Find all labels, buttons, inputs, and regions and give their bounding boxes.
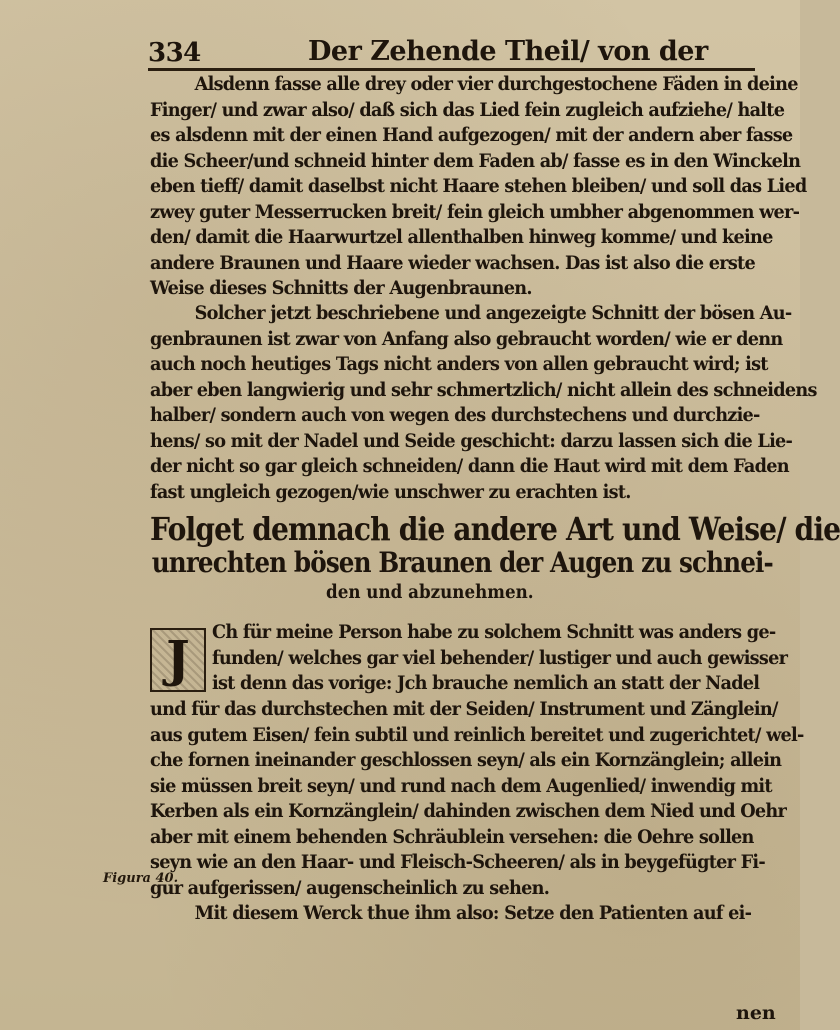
text-line: der nicht so gar gleich schneiden/ dann die Haut wird mit dem Faden	[150, 455, 789, 477]
text-line: Alsdenn fasse alle drey oder vier durchgestochene Fäden in deine	[194, 73, 798, 95]
paragraph-4	[150, 901, 762, 927]
heading-line: den und abzunehmen.	[326, 581, 534, 603]
text-line: gur aufgerissen/ augenscheinlich zu sehen.	[150, 876, 550, 899]
running-head: Der Zehende Theil/ von der	[308, 36, 708, 67]
text-line: genbraunen ist zwar von Anfang also gebraucht worden/ wie er denn	[150, 327, 783, 350]
heading-line: Folget demnach die andere Art und Weise/ die	[150, 510, 840, 548]
catchword: nen	[736, 1002, 776, 1024]
text-line: aber eben langwierig und sehr schmertzlich/ nicht allein des schneidens	[150, 378, 817, 401]
text-line: zwey guter Messerrucken breit/ fein gleich umbher abgenommen wer-	[150, 200, 800, 223]
paragraph-3	[150, 697, 804, 901]
text-line: es alsdenn mit der einen Hand aufgezogen/ mit der andern aber fasse	[150, 124, 793, 146]
paragraph-3-initial-lines	[212, 620, 788, 697]
text-line: fast ungleich gezogen/wie unschwer zu erachten ist.	[150, 480, 631, 503]
section-heading	[150, 510, 840, 604]
text-line: und für das durchstechen mit der Seiden/ Instrument und Zänglein/	[150, 698, 778, 720]
text-line: halber/ sondern auch von wegen des durchstechens und durchzie-	[150, 404, 760, 426]
text-line: Mit diesem Werck thue ihm also: Setze den Patienten auf ei-	[194, 902, 752, 924]
text-line: funden/ welches gar viel behender/ lustiger und auch gewisser	[212, 646, 788, 669]
margin-note: Figura 40.	[103, 871, 179, 886]
header-rule	[148, 68, 755, 71]
heading-line: unrechten bösen Braunen der Augen zu schnei-	[151, 546, 773, 579]
text-line: die Scheer/und schneid hinter dem Faden ab/ fasse es in den Winckeln	[150, 149, 801, 172]
text-line: Kerben als ein Kornzänglein/ dahinden zwischen dem Nied und Oehr	[150, 800, 787, 822]
page-header	[148, 34, 758, 68]
text-line: aus gutem Eisen/ fein subtil und reinlich bereitet und zugerichtet/ wel-	[150, 723, 804, 746]
text-line: che fornen ineinander geschlossen seyn/ als ein Kornzänglein; allein	[150, 749, 782, 771]
text-line: Solcher jetzt beschriebene und angezeigte Schnitt der bösen Au-	[194, 302, 792, 324]
text-line: Ch für meine Person habe zu solchem Schnitt was anders ge-	[212, 621, 776, 643]
text-line: ist denn das vorige: Jch brauche nemlich an statt der Nadel	[212, 672, 760, 694]
text-line: aber mit einem behenden Schräublein versehen: die Oehre sollen	[150, 825, 754, 848]
text-line: hens/ so mit der Nadel und Seide geschicht: darzu lassen sich die Lie-	[150, 429, 793, 452]
text-line: seyn wie an den Haar- und Fleisch-Scheeren/ als in beygefügter Fi-	[150, 851, 765, 873]
text-line: Weise dieses Schnitts der Augenbraunen.	[150, 277, 532, 299]
paragraph-2	[150, 301, 817, 505]
text-line: andere Braunen und Haare wieder wachsen. Das ist also die erste	[150, 251, 755, 274]
text-line: auch noch heutiges Tags nicht anders von allen gebraucht wird; ist	[150, 353, 768, 375]
paragraph-1	[150, 72, 807, 302]
text-line: Finger/ und zwar also/ daß sich das Lied fein zugleich aufziehe/ halte	[150, 98, 785, 121]
text-line: sie müssen breit seyn/ und rund nach dem Augenlied/ inwendig mit	[150, 774, 772, 797]
text-line: den/ damit die Haarwurtzel allenthalben hinweg komme/ und keine	[150, 226, 773, 248]
drop-initial: J	[150, 628, 206, 692]
text-line: eben tieff/ damit daselbst nicht Haare stehen bleiben/ und soll das Lied	[150, 175, 807, 197]
page-number: 334	[148, 38, 201, 68]
